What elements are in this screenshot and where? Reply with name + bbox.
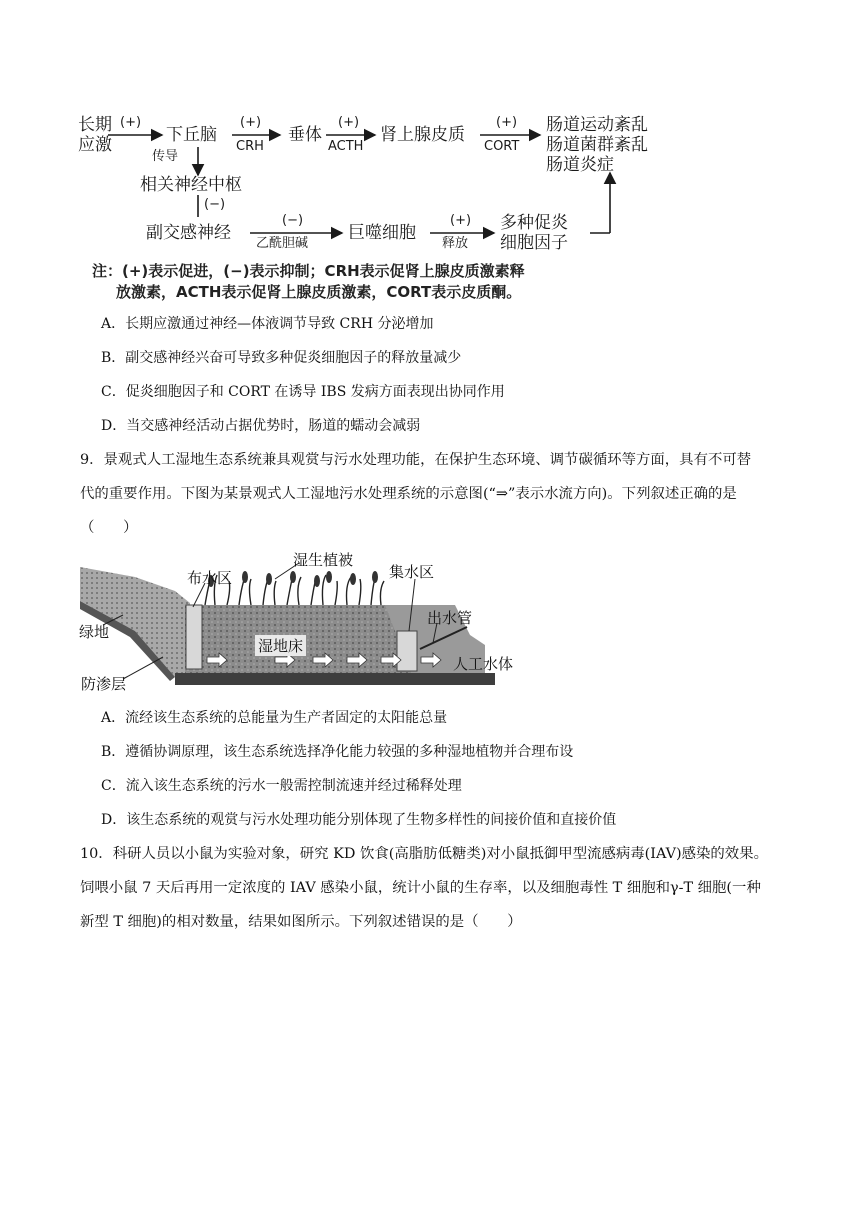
label-outlet-pipe: 出水管	[427, 609, 473, 627]
edge-label-acth: ACTH	[328, 139, 364, 154]
stress-pathway-diagram	[70, 105, 710, 305]
q9-option-d: D．该生态系统的观赏与污水处理功能分别体现了生物多样性的间接价值和直接价值	[101, 812, 617, 828]
q8-option-c: C．促炎细胞因子和 CORT 在诱导 IBS 发病方面表现出协同作用	[101, 384, 505, 400]
q10-stem-line-3: 新型 T 细胞)的相对数量，结果如图所示。下列叙述错误的是（ ）	[80, 914, 522, 930]
label-collector-zone: 集水区	[389, 563, 435, 581]
node-long-term-stress-1: 长期	[78, 115, 112, 135]
node-effect-motility: 肠道运动紊乱	[546, 115, 648, 135]
q10-stem-line-2: 饲喂小鼠 7 天后再用一定浓度的 IAV 感染小鼠，统计小鼠的生存率，以及细胞毒性 T 细胞和γ-T 细胞(一种	[80, 880, 761, 896]
label-wetland-bed: 湿地床	[255, 635, 306, 656]
node-nerve-center: 相关神经中枢	[140, 175, 242, 195]
edge-label-minus: (−)	[282, 213, 304, 228]
edge-label-crh: CRH	[236, 139, 264, 154]
diagram-note-2: 放激素，ACTH表示促肾上腺皮质激素，CORT表示皮质酮。	[116, 283, 522, 301]
node-cytokines-2: 细胞因子	[500, 233, 568, 253]
label-artificial-water: 人工水体	[453, 655, 514, 673]
edge-label-plus: (+)	[450, 213, 472, 228]
edge-label-cort: CORT	[484, 139, 520, 154]
node-parasympathetic: 副交感神经	[146, 223, 231, 243]
q9-option-a: A．流经该生态系统的总能量为生产者固定的太阳能总量	[101, 710, 448, 726]
label-inlet-zone: 布水区	[187, 569, 233, 587]
edge-label-plus: (+)	[120, 115, 142, 130]
node-pituitary: 垂体	[288, 125, 322, 145]
q8-option-b: B．副交感神经兴奋可导致多种促炎细胞因子的释放量减少	[101, 350, 462, 366]
q9-stem-line-3: （ ）	[80, 520, 138, 536]
edge-label-plus: (+)	[496, 115, 518, 130]
node-long-term-stress-2: 应激	[78, 135, 112, 155]
edge-label-plus: (+)	[240, 115, 262, 130]
node-macrophage: 巨噬细胞	[348, 223, 416, 243]
label-green-land: 绿地	[79, 623, 110, 641]
label-plants: 湿生植被	[293, 551, 354, 569]
edge-label-plus: (+)	[338, 115, 360, 130]
q9-option-c: C．流入该生态系统的污水一般需控制流速并经过稀释处理	[101, 778, 462, 794]
q8-option-a: A．长期应激通过神经—体液调节导致 CRH 分泌增加	[101, 316, 434, 332]
node-cytokines-1: 多种促炎	[500, 213, 568, 233]
diagram-note-1: 注：(+)表示促进，(−)表示抑制；CRH表示促肾上腺皮质激素释	[92, 262, 525, 280]
q9-stem-line-2: 代的重要作用。下图为某景观式人工湿地污水处理系统的示意图(“⇒”表示水流方向)。下列叙述正确的是	[80, 486, 737, 502]
node-adrenal-cortex: 肾上腺皮质	[380, 125, 465, 145]
label-seepage-liner: 防渗层	[81, 675, 127, 693]
node-effect-flora: 肠道菌群紊乱	[546, 135, 648, 155]
q10-stem-line-1: 10．科研人员以小鼠为实验对象，研究 KD 饮食(高脂肪低糖类)对小鼠抵御甲型流感病毒(IAV)感染的效果。	[80, 846, 768, 862]
edge-label-conduct: 传导	[152, 149, 179, 164]
q9-option-b: B．遵循协调原理，该生态系统选择净化能力较强的多种湿地植物并合理布设	[101, 744, 574, 760]
q9-stem-line-1: 9．景观式人工湿地生态系统兼具观赏与污水处理功能，在保护生态环境、调节碳循环等方面，具有不可替	[80, 452, 752, 468]
edge-label-minus: (−)	[204, 197, 226, 212]
node-hypothalamus: 下丘脑	[166, 125, 217, 145]
q8-option-d: D．当交感神经活动占据优势时，肠道的蠕动会减弱	[101, 418, 421, 434]
edge-label-release: 释放	[442, 236, 469, 251]
wetland-figure	[75, 545, 545, 693]
edge-label-ach: 乙酰胆碱	[256, 236, 309, 251]
node-effect-inflammation: 肠道炎症	[546, 155, 614, 175]
